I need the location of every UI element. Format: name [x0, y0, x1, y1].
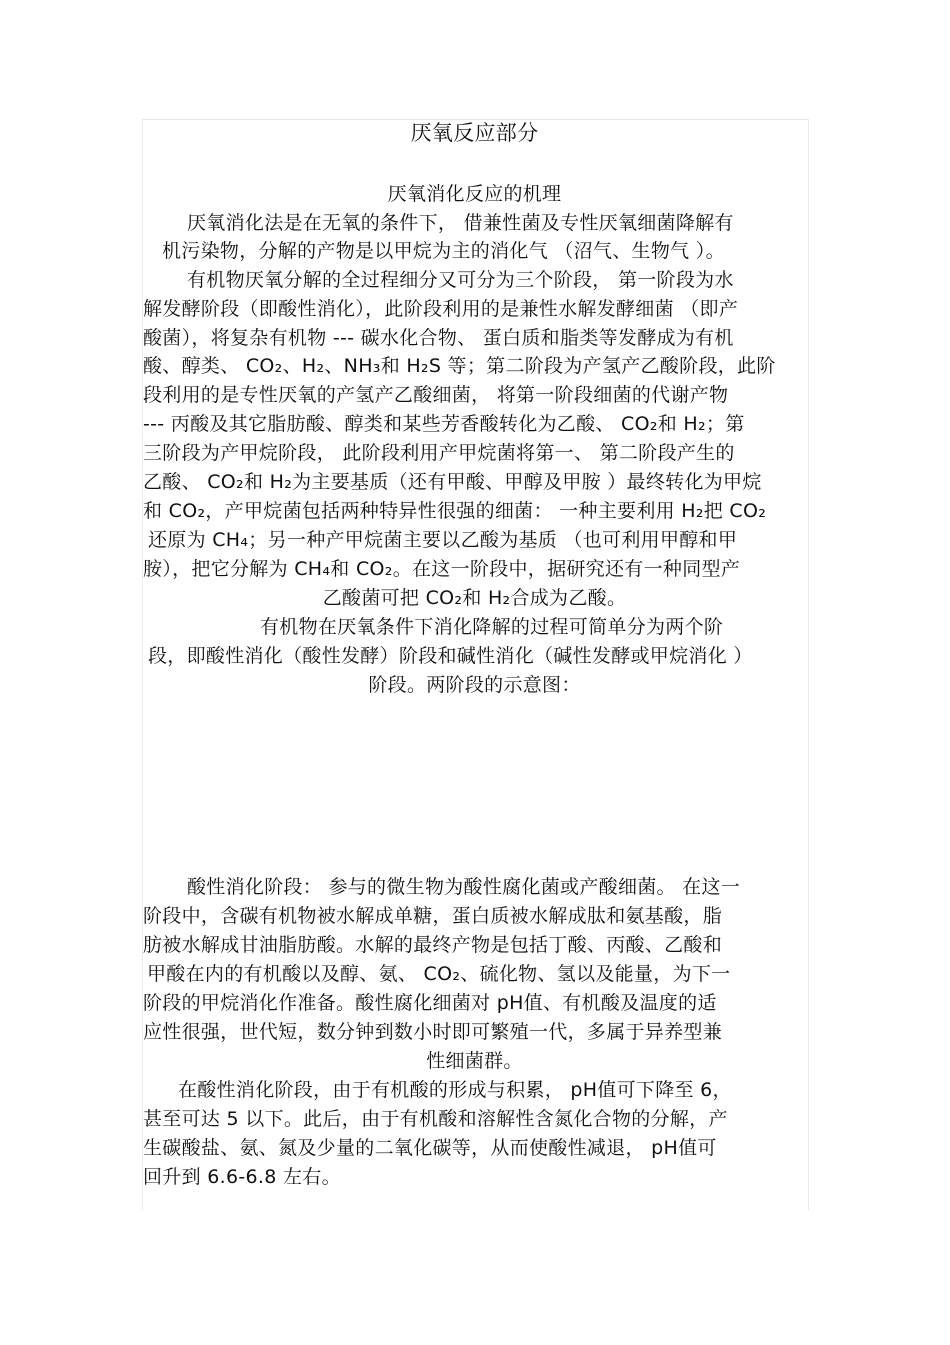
paragraph-line: 在酸性消化阶段，由于有机酸的形成与积累， pH值可下降至 6， [178, 1079, 732, 1101]
paragraph-line: 段，即酸性消化（酸性发酵）阶段和碱性消化（碱性发酵或甲烷消化 ） [148, 645, 753, 667]
paragraph-line: 段利用的是专性厌氧的产氢产乙酸细菌， 将第一阶段细菌的代谢产物 [143, 384, 729, 406]
paragraph-line: 厌氧消化法是在无氧的条件下， 借兼性菌及专性厌氧细菌降解有 [187, 212, 734, 234]
paragraph-line: 回升到 6.6-6.8 左右。 [143, 1166, 341, 1188]
paragraph-line: 有机物在厌氧条件下消化降解的过程可简单分为两个阶 [260, 616, 724, 638]
paragraph-line: --- 丙酸及其它脂肪酸、醇类和某些芳香酸转化为乙酸、 CO₂和 H₂；第 [143, 413, 745, 435]
paragraph-line: 乙酸菌可把 CO₂和 H₂合成为乙酸。 [322, 587, 627, 609]
paragraph-line: 肪被水解成甘油脂肪酸。水解的最终产物是包括丁酸、丙酸、乙酸和 [143, 934, 723, 956]
diagram-placeholder [142, 710, 807, 870]
paragraph-line: 阶段。两阶段的示意图： [368, 674, 581, 696]
section-heading: 厌氧消化反应的机理 [387, 183, 562, 205]
paragraph-line: 三阶段为产甲烷阶段， 此阶段利用产甲烷菌将第一、 第二阶段产生的 [143, 442, 735, 464]
paragraph-line: 应性很强，世代短，数分钟到数小时即可繁殖一代，多属于异养型兼 [143, 1021, 723, 1043]
paragraph-line: 胺），把它分解为 CH₄和 CO₂。在这一阶段中，据研究还有一种同型产 [143, 558, 741, 580]
paragraph-line: 生碳酸盐、氨、氮及少量的二氧化碳等，从而使酸性减退， pH值可 [143, 1137, 717, 1159]
paragraph-line: 酸性消化阶段： 参与的微生物为酸性腐化菌或产酸细菌。 在这一 [187, 876, 741, 898]
paragraph-line: 酸菌），将复杂有机物 --- 碳水化合物、 蛋白质和脂类等发酵成为有机 [143, 327, 734, 349]
paragraph-line: 机污染物，分解的产物是以甲烷为主的消化气 （沼气、生物气 ）。 [162, 240, 725, 262]
paragraph-line: 甚至可达 5 以下。此后，由于有机酸和溶解性含氮化合物的分解，产 [143, 1108, 728, 1130]
paragraph-line: 乙酸、 CO₂和 H₂为主要基质（还有甲酸、甲醇及甲胺 ）最终转化为甲烷 [143, 471, 762, 493]
paragraph-line: 酸、醇类、 CO₂、H₂、NH₃和 H₂S 等；第二阶段为产氢产乙酸阶段，此阶 [143, 355, 776, 377]
paragraph-line: 和 CO₂，产甲烷菌包括两种特异性很强的细菌： 一种主要利用 H₂把 CO₂ [143, 500, 767, 522]
paragraph-line: 阶段中，含碳有机物被水解成单糖，蛋白质被水解成肽和氨基酸，脂 [143, 905, 723, 927]
paragraph-line: 有机物厌氧分解的全过程细分又可分为三个阶段， 第一阶段为水 [187, 269, 734, 291]
paragraph-line: 阶段的甲烷消化作准备。酸性腐化细菌对 pH值、有机酸及温度的适 [143, 992, 717, 1014]
paragraph-line: 解发酵阶段（即酸性消化），此阶段利用的是兼性水解发酵细菌 （即产 [143, 298, 739, 320]
document-title: 厌氧反应部分 [410, 121, 539, 145]
paragraph-line: 甲酸在内的有机酸以及醇、氨、 CO₂、硫化物、氢以及能量，为下一 [147, 963, 731, 985]
paragraph-line: 性细菌群。 [426, 1050, 523, 1072]
paragraph-line: 还原为 CH₄；另一种产甲烷菌主要以乙酸为基质 （也可利用甲醇和甲 [148, 529, 738, 551]
